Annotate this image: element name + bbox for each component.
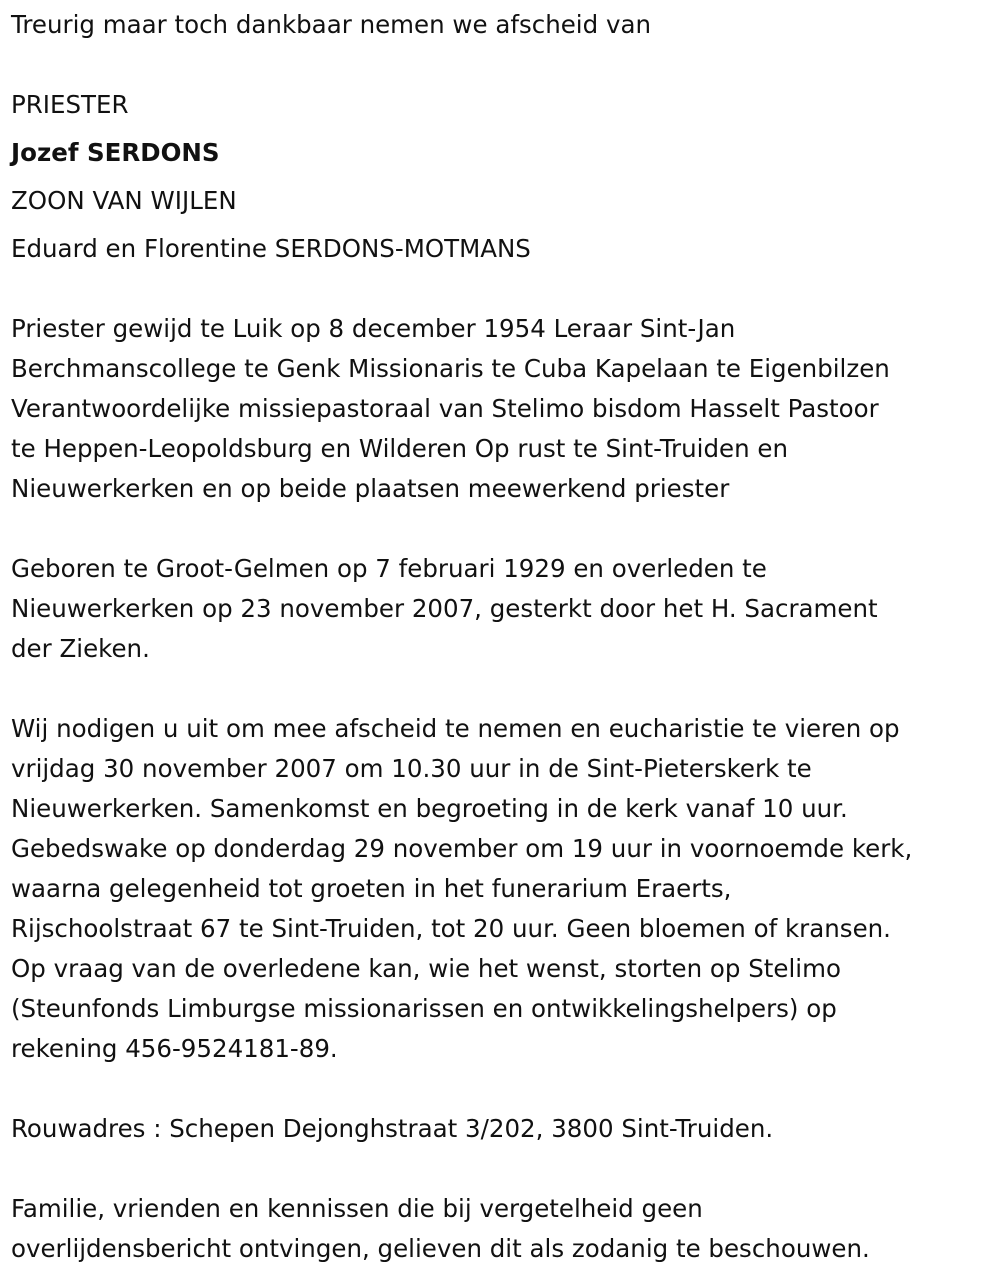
- closing-line: Familie, vrienden en kennissen die bij vergetelheid geen: [11, 1194, 703, 1223]
- invitation-line: Wij nodigen u uit om mee afscheid te nemen en eucharistie te vieren op: [11, 714, 900, 743]
- career-line: Nieuwerkerken en op beide plaatsen meewerkend priester: [11, 474, 730, 503]
- career-line: Verantwoordelijke missiepastoraal van Stelimo bisdom Hasselt Pastoor: [11, 394, 879, 423]
- invitation-line: (Steunfonds Limburgse missionarissen en ontwikkelingshelpers) op: [11, 994, 837, 1023]
- deceased-name: Jozef SERDONS: [11, 138, 220, 167]
- invitation-line: Nieuwerkerken. Samenkomst en begroeting in de kerk vanaf 10 uur.: [11, 794, 848, 823]
- intro-text: Treurig maar toch dankbaar nemen we afscheid van: [11, 10, 651, 39]
- birth-death-line: der Zieken.: [11, 634, 150, 663]
- career-line: Priester gewijd te Luik op 8 december 1954 Leraar Sint-Jan: [11, 314, 736, 343]
- invitation-line: Gebedswake op donderdag 29 november om 19 uur in voornoemde kerk,: [11, 834, 913, 863]
- invitation-line: Rijschoolstraat 67 te Sint-Truiden, tot 20 uur. Geen bloemen of kransen.: [11, 914, 891, 943]
- invitation-line: Op vraag van de overledene kan, wie het wenst, storten op Stelimo: [11, 954, 841, 983]
- son-of-label: ZOON VAN WIJLEN: [11, 186, 237, 215]
- invitation-line: vrijdag 30 november 2007 om 10.30 uur in de Sint-Pieterskerk te: [11, 754, 812, 783]
- closing-line: overlijdensbericht ontvingen, gelieven dit als zodanig te beschouwen.: [11, 1234, 870, 1263]
- invitation-line: rekening 456-9524181-89.: [11, 1034, 338, 1063]
- career-line: Berchmanscollege te Genk Missionaris te Cuba Kapelaan te Eigenbilzen: [11, 354, 890, 383]
- mourning-address: Rouwadres : Schepen Dejonghstraat 3/202, 3800 Sint-Truiden.: [11, 1114, 774, 1143]
- career-line: te Heppen-Leopoldsburg en Wilderen Op rust te Sint-Truiden en: [11, 434, 789, 463]
- birth-death-line: Geboren te Groot-Gelmen op 7 februari 1929 en overleden te: [11, 554, 767, 583]
- birth-death-line: Nieuwerkerken op 23 november 2007, gesterkt door het H. Sacrament: [11, 594, 878, 623]
- invitation-line: waarna gelegenheid tot groeten in het funerarium Eraerts,: [11, 874, 732, 903]
- parents-names: Eduard en Florentine SERDONS-MOTMANS: [11, 234, 531, 263]
- title-prefix: PRIESTER: [11, 90, 129, 119]
